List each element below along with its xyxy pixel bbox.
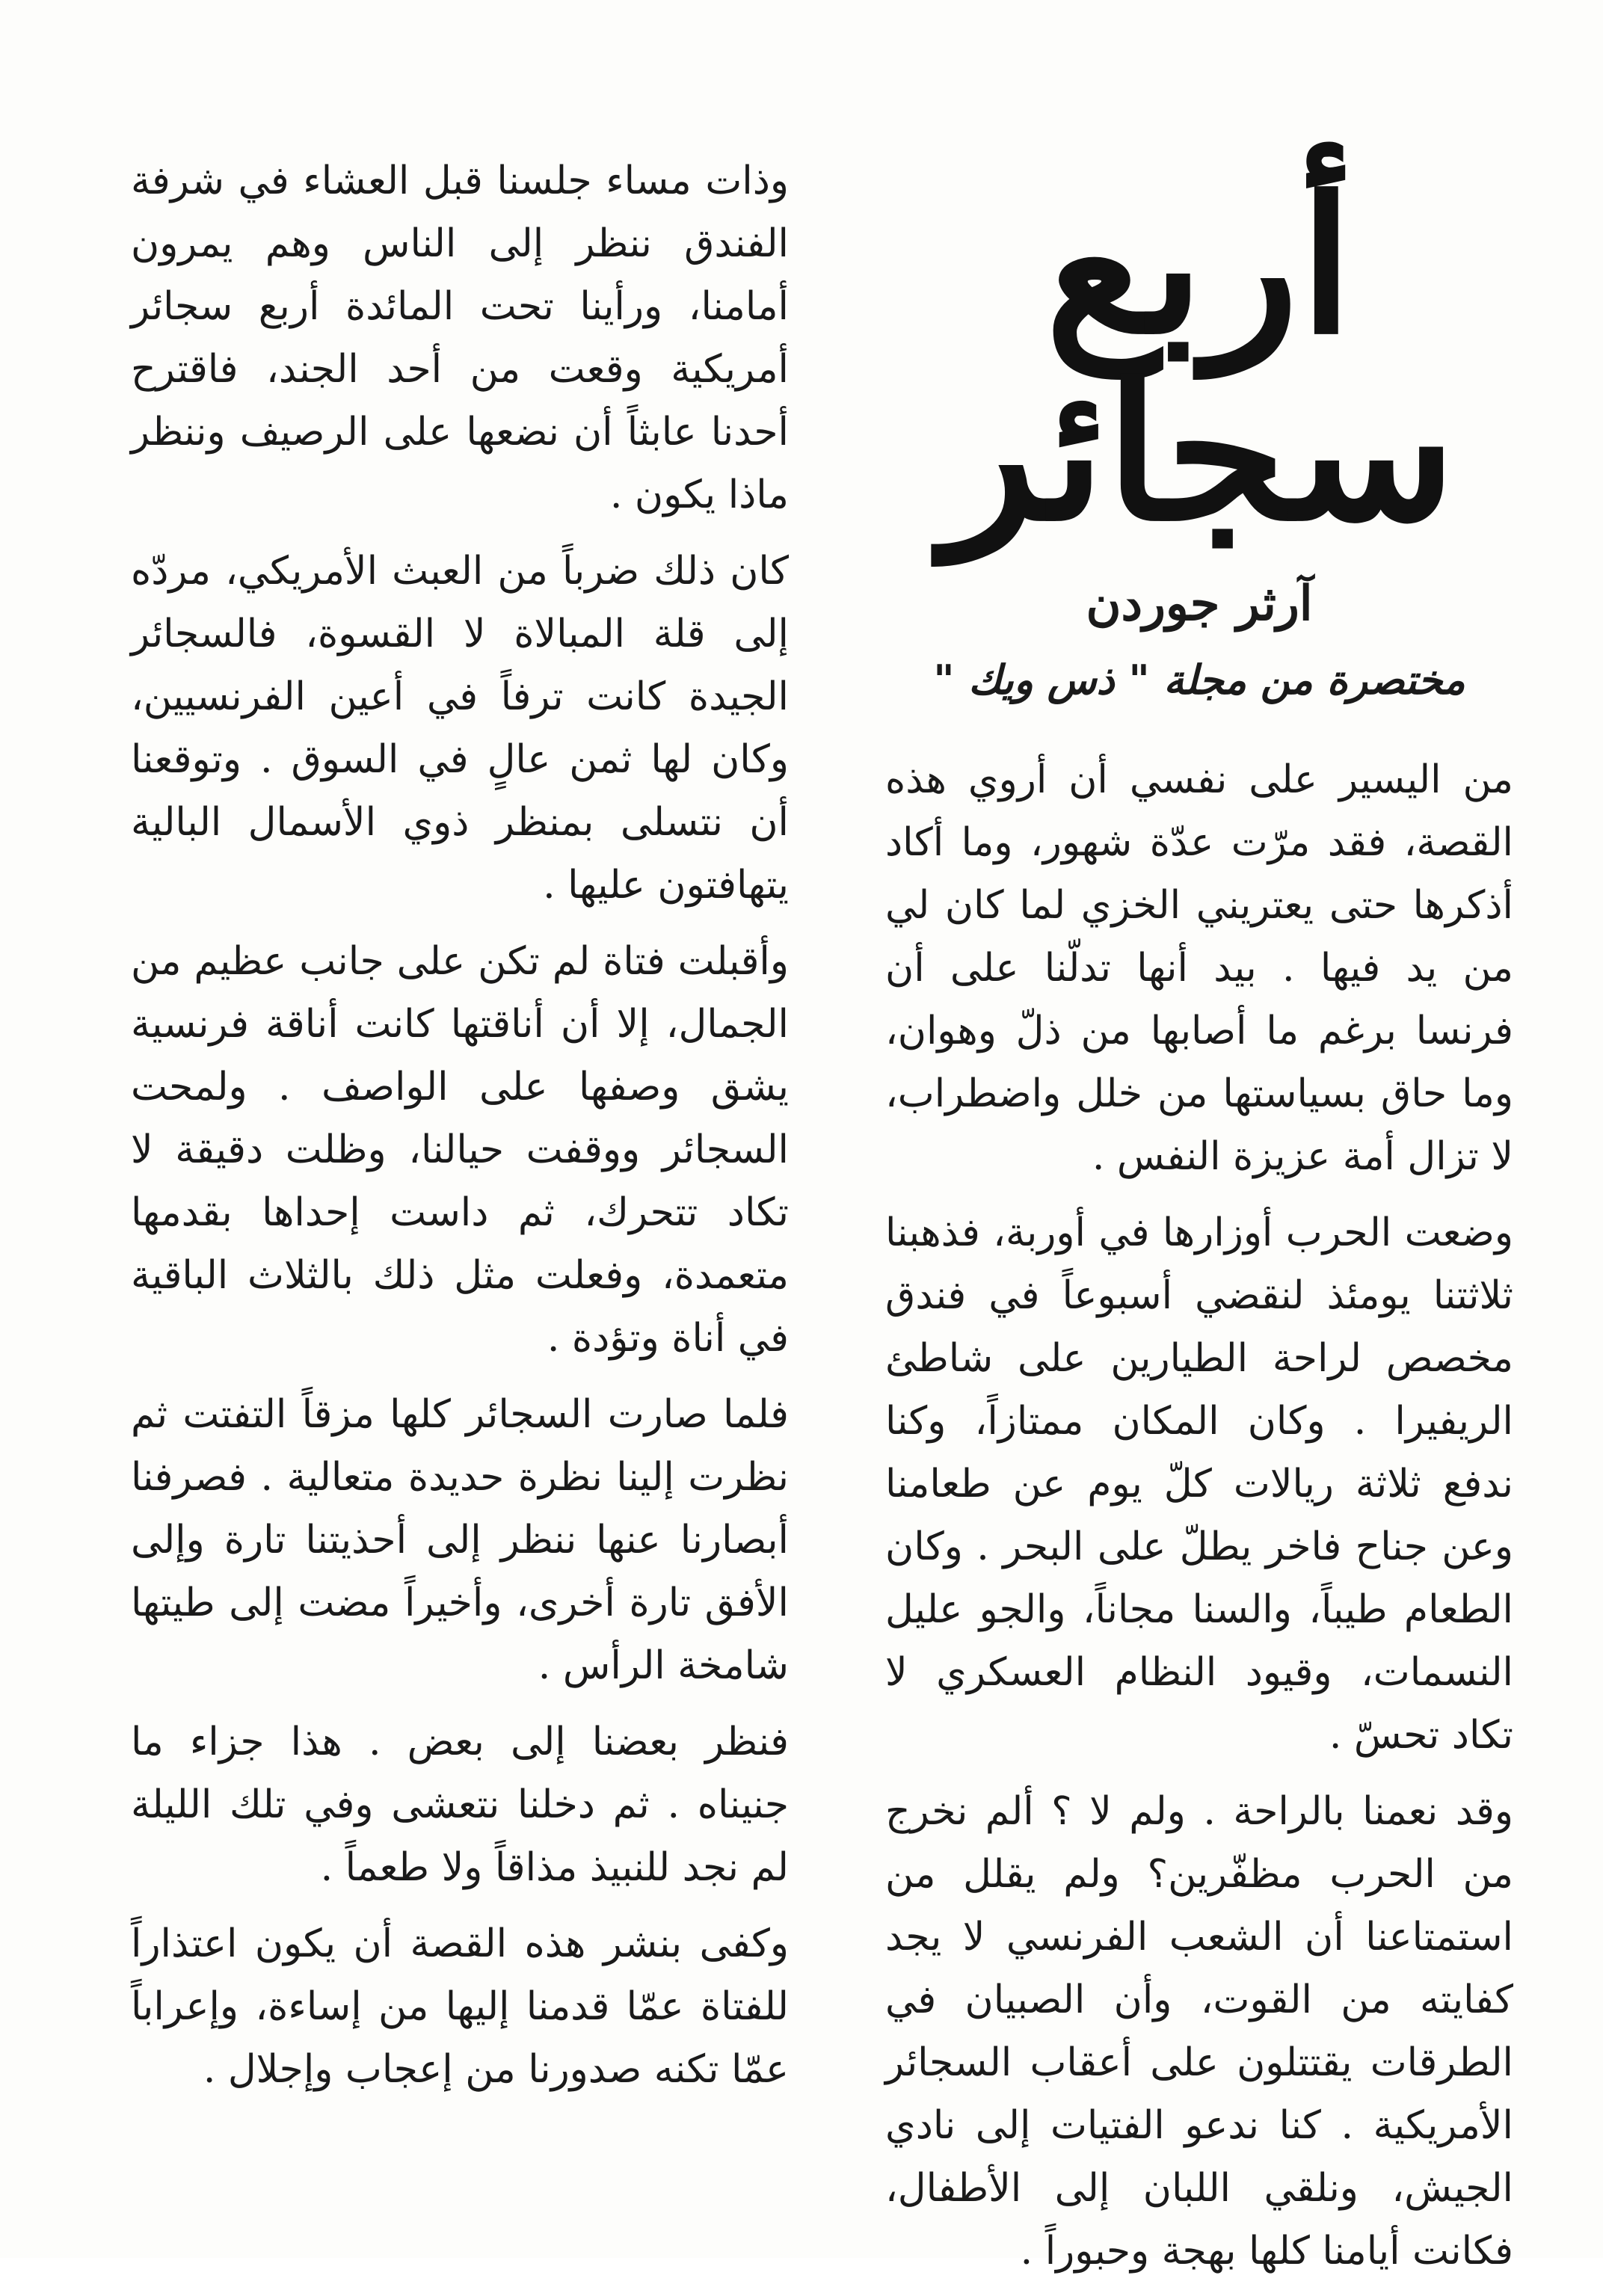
paragraph: وقد نعمنا بالراحة . ولم لا ؟ ألم نخرج من الحرب مظفّرين؟ ولم يقلل من استمتاعنا أن الشعب الفرنسي لا يجد كفايته من القوت، وأن الصبيان في الطرقات يقتتلون على أعقاب السجائر الأمريكية . كنا ندعو الفتيات إلى نادي الجيش، ونلقي اللبان إلى الأطفال، فكانت أيامنا كلها بهجة وحبوراً . — [885, 1788, 1513, 2274]
paragraph: وذات مساء جلسنا قبل العشاء في شرفة الفندق ننظر إلى الناس وهم يمرون أمامنا، ورأينا تحت المائدة أربع سجائر أمريكية وقعت من أحد الجند، فاقترح أحدنا عابثاً أن نضعها على الرصيف وننظر ماذا يكون . — [131, 158, 789, 517]
right-column — [885, 156, 1513, 2296]
paragraph: وكفى بنشر هذه القصة أن يكون اعتذاراً للفتاة عمّا قدمنا إليها من إساءة، وإعراباً عمّا تكنه صدورنا من إعجاب وإجلال . — [131, 1921, 789, 2092]
title-block — [885, 156, 1513, 704]
left-column — [131, 150, 789, 2114]
paragraph: كان ذلك ضرباً من العبث الأمريكي، مردّه إلى قلة المبالاة لا القسوة، فالسجائر الجيدة كانت ترفاً في أعين الفرنسيين، وكان لها ثمن عالٍ في السوق . وتوقعنا أن نتسلى بمنظر ذوي الأسمال البالية يتهافتون عليها . — [131, 549, 789, 908]
source-line: مختصرة من مجلة " ذس ويك " — [933, 655, 1465, 704]
paragraph: فنظر بعضنا إلى بعض . هذا جزاء ما جنيناه . ثم دخلنا نتعشى وفي تلك الليلة لم نجد للنبيذ مذاقاً ولا طعماً . — [131, 1720, 789, 1890]
article-title: أربع سجائر — [942, 156, 1456, 562]
paragraph: وأقبلت فتاة لم تكن على جانب عظيم من الجمال، إلا أن أناقتها كانت أناقة فرنسية يشق وصفها على الواصف . ولمحت السجائر ووقفت حيالنا، وظلت دقيقة لا تكاد تتحرك، ثم داست إحداها بقدمها متعمدة، وفعلت مثل ذلك بالثلاث الباقية في أناة وتؤدة . — [131, 939, 789, 1361]
paragraph: من اليسير على نفسي أن أروي هذه القصة، فقد مرّت عدّة شهور، وما أكاد أذكرها حتى يعتريني الخزي لما كان لي من يد فيها . بيد أنها تدلّنا على أن فرنسا برغم ما أصابها من ذلّ وهوان، وما حاق بسياستها من خلل واضطراب، لا تزال أمة عزيزة النفس . — [885, 757, 1513, 1179]
author-name: آرثر جوردن — [1086, 576, 1313, 632]
paragraph: فلما صارت السجائر كلها مزقاً التفتت ثم نظرت إلينا نظرة حديدة متعالية . فصرفنا أبصارنا عنها ننظر إلى أحذيتنا تارة وإلى الأفق تارة أخرى، وأخيراً مضت إلى طيتها شامخة الرأس . — [131, 1392, 789, 1688]
paragraph: وضعت الحرب أوزارها في أوربة، فذهبنا ثلاثتنا يومئذ لنقضي أسبوعاً في فندق مخصص لراحة الطيارين على شاطئ الريفيرا . وكان المكان ممتازاً، وكنا ندفع ثلاثة ريالات كلّ يوم عن طعامنا وعن جناح فاخر يطلّ على البحر . وكان الطعام طيباً، والسنا مجاناً، والجو عليل النسمات، وقيود النظام العسكري لا تكاد تحسّ . — [885, 1210, 1513, 1758]
